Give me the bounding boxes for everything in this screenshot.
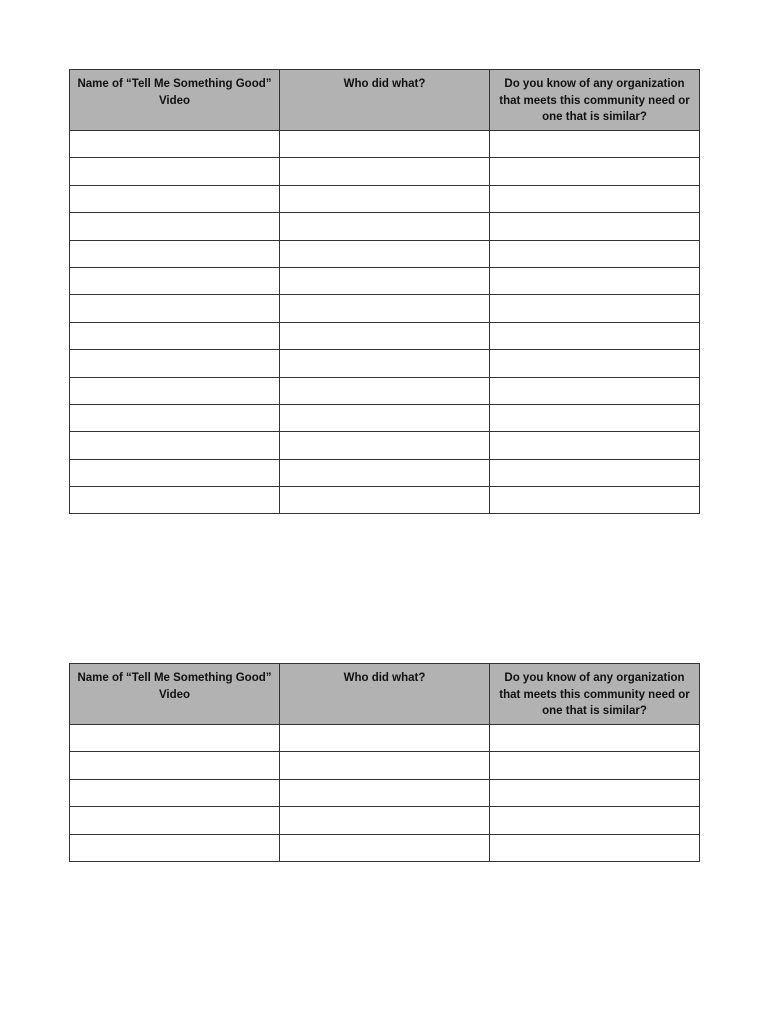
cell-who-did-what [280, 240, 490, 267]
cell-organization [490, 213, 700, 240]
header-who-did-what: Who did what? [280, 664, 490, 725]
cell-who-did-what [280, 807, 490, 834]
cell-who-did-what [280, 377, 490, 404]
cell-organization [490, 432, 700, 459]
table-row [70, 487, 700, 514]
cell-organization [490, 377, 700, 404]
header-row [70, 664, 700, 725]
cell-who-did-what [280, 834, 490, 861]
cell-organization [490, 185, 700, 212]
table-row [70, 322, 700, 349]
cell-organization [490, 752, 700, 779]
table-row [70, 295, 700, 322]
cell-who-did-what [280, 779, 490, 806]
cell-video-name [70, 377, 280, 404]
cell-who-did-what [280, 185, 490, 212]
cell-who-did-what [280, 322, 490, 349]
cell-video-name [70, 295, 280, 322]
cell-who-did-what [280, 752, 490, 779]
header-organization: Do you know of any organization that meets this community need or one that is similar? [490, 664, 700, 725]
table-row [70, 779, 700, 806]
cell-video-name [70, 834, 280, 861]
cell-organization [490, 487, 700, 514]
cell-video-name [70, 779, 280, 806]
table-header [70, 70, 700, 131]
cell-organization [490, 350, 700, 377]
cell-who-did-what [280, 487, 490, 514]
table-row [70, 807, 700, 834]
cell-who-did-what [280, 158, 490, 185]
cell-organization [490, 459, 700, 486]
table-row [70, 725, 700, 752]
table-row [70, 752, 700, 779]
cell-video-name [70, 752, 280, 779]
cell-organization [490, 131, 700, 158]
table-row [70, 459, 700, 486]
table-row [70, 267, 700, 294]
cell-video-name [70, 432, 280, 459]
header-video-name: Name of “Tell Me Something Good” Video [70, 664, 280, 725]
cell-video-name [70, 131, 280, 158]
table-row [70, 185, 700, 212]
cell-video-name [70, 267, 280, 294]
header-who-did-what: Who did what? [280, 70, 490, 131]
table-row [70, 834, 700, 861]
cell-who-did-what [280, 350, 490, 377]
cell-video-name [70, 459, 280, 486]
cell-video-name [70, 487, 280, 514]
cell-video-name [70, 404, 280, 431]
table-row [70, 377, 700, 404]
cell-organization [490, 240, 700, 267]
cell-video-name [70, 725, 280, 752]
cell-video-name [70, 185, 280, 212]
table-row [70, 350, 700, 377]
cell-organization [490, 158, 700, 185]
cell-video-name [70, 350, 280, 377]
table-row [70, 404, 700, 431]
cell-organization [490, 834, 700, 861]
table-row [70, 131, 700, 158]
cell-who-did-what [280, 213, 490, 240]
header-organization: Do you know of any organization that meets this community need or one that is similar? [490, 70, 700, 131]
cell-who-did-what [280, 131, 490, 158]
cell-organization [490, 322, 700, 349]
cell-who-did-what [280, 725, 490, 752]
table-header [70, 664, 700, 725]
cell-organization [490, 725, 700, 752]
cell-who-did-what [280, 267, 490, 294]
cell-video-name [70, 240, 280, 267]
cell-video-name [70, 807, 280, 834]
cell-who-did-what [280, 459, 490, 486]
header-row [70, 70, 700, 131]
cell-video-name [70, 322, 280, 349]
cell-organization [490, 779, 700, 806]
table-body [70, 131, 700, 514]
cell-organization [490, 404, 700, 431]
worksheet-table-bottom [69, 663, 700, 862]
table-row [70, 240, 700, 267]
cell-organization [490, 807, 700, 834]
header-video-name: Name of “Tell Me Something Good” Video [70, 70, 280, 131]
table-row [70, 158, 700, 185]
cell-who-did-what [280, 404, 490, 431]
cell-who-did-what [280, 432, 490, 459]
cell-organization [490, 267, 700, 294]
table-row [70, 213, 700, 240]
cell-organization [490, 295, 700, 322]
cell-who-did-what [280, 295, 490, 322]
worksheet-table-top [69, 69, 700, 514]
cell-video-name [70, 158, 280, 185]
table-row [70, 432, 700, 459]
cell-video-name [70, 213, 280, 240]
table-body [70, 725, 700, 862]
